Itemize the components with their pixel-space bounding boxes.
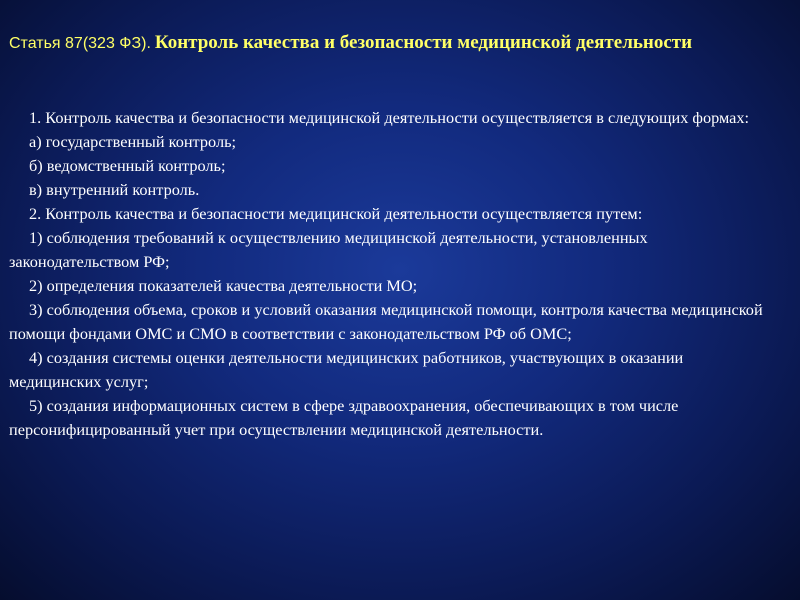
paragraph-method-4: 4) создания системы оценки деятельности медицинских работников, участвующих в оказании медицинских услуг; bbox=[9, 348, 684, 391]
paragraph-method-2: 2) определения показателей качества деятельности МО; bbox=[29, 276, 418, 295]
paragraph-form-c: в) внутренний контроль. bbox=[29, 180, 200, 199]
paragraph-form-b: б) ведомственный контроль; bbox=[29, 156, 226, 175]
paragraph-method-3: 3) соблюдения объема, сроков и условий оказания медицинской помощи, контроля качества медицинской помощи фондами ОМС и СМО в соответствии с законодательством РФ об ОМС; bbox=[9, 300, 763, 343]
paragraph-1: 1. Контроль качества и безопасности медицинской деятельности осуществляется в следующих формах: bbox=[29, 108, 750, 127]
slide-title bbox=[9, 30, 799, 57]
paragraph-2: 2. Контроль качества и безопасности медицинской деятельности осуществляется путем: bbox=[29, 204, 643, 223]
paragraph-form-a: а) государственный контроль; bbox=[29, 132, 237, 151]
slide-body bbox=[9, 106, 779, 442]
title-heading: Контроль качества и безопасности медицинской деятельности bbox=[154, 32, 693, 53]
paragraph-method-1: 1) соблюдения требований к осуществлению медицинской деятельности, установленных законодательством РФ; bbox=[9, 228, 648, 271]
title-article-reference: Статья 87(323 ФЗ). bbox=[9, 35, 151, 52]
paragraph-method-5: 5) создания информационных систем в сфере здравоохранения, обеспечивающих в том числе персонифицированный учет при осуществлении медицинской деятельности. bbox=[9, 396, 679, 439]
